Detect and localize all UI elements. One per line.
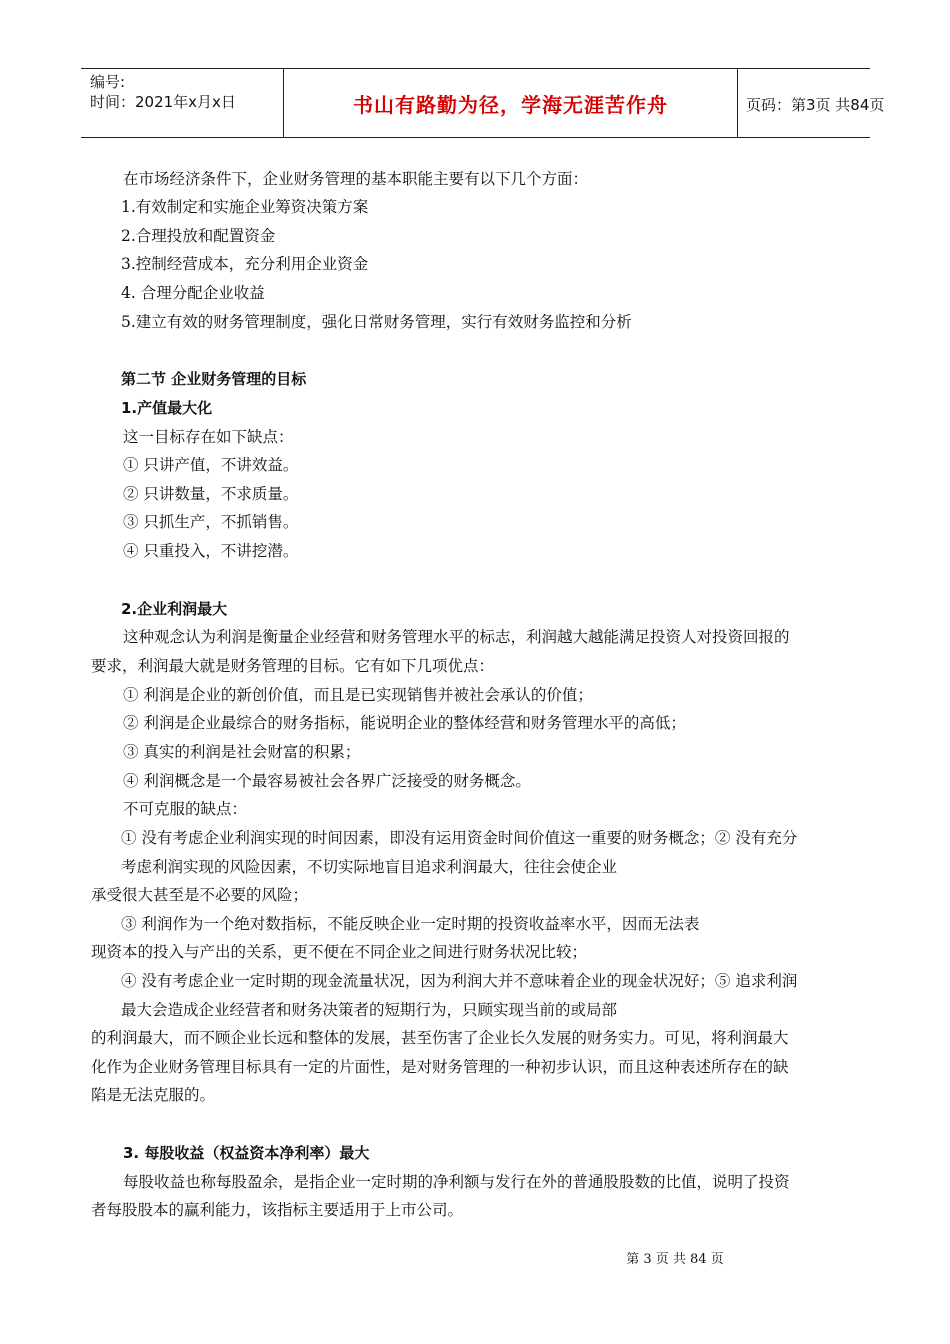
goal2-disadv-line: ③ 利润作为一个绝对数指标，不能反映企业一定时期的投资收益率水平，因而无法表 xyxy=(121,915,700,933)
goal2-title: 2.企业利润最大 xyxy=(121,600,228,618)
goal2-disadv-line: 承受很大甚至是不必要的风险； xyxy=(91,886,309,904)
section1-intro: 在市场经济条件下，企业财务管理的基本职能主要有以下几个方面： xyxy=(123,170,589,188)
goal3-title: 3. 每股收益（权益资本净利率）最大 xyxy=(123,1144,370,1162)
goal2-disadv-line: 现资本的投入与产出的关系，更不便在不同企业之间进行财务状况比较； xyxy=(91,943,588,961)
goal2-paragraph-line: 要求，利润最大就是财务管理的目标。它有如下几项优点： xyxy=(91,657,495,675)
goal2-disadv-line: ④ 没有考虑企业一定时期的现金流量状况，因为利润大并不意味着企业的现金状况好；⑤ 追求利润 xyxy=(121,972,798,990)
goal2-disadv-line: 陷是无法克服的。 xyxy=(91,1086,216,1104)
list-item: ④ 只重投入，不讲挖潜。 xyxy=(123,542,299,560)
page-header xyxy=(81,68,885,138)
goal2-paragraph-line: 这种观念认为利润是衡量企业经营和财务管理水平的标志，利润越大越能满足投资人对投资回报的 xyxy=(123,628,790,646)
goal2-disadv-line: 化作为企业财务管理目标具有一定的片面性，是对财务管理的一种初步认识，而且这种表述所存在的缺 xyxy=(91,1058,789,1076)
goal1-intro: 这一目标存在如下缺点： xyxy=(123,428,294,446)
header-motto: 书山有路勤为径，学海无涯苦作舟 xyxy=(353,93,668,117)
list-item: ④ 利润概念是一个最容易被社会各界广泛接受的财务概念。 xyxy=(123,772,531,790)
list-item: ① 利润是企业的新创价值，而且是已实现销售并被社会承认的价值； xyxy=(123,686,593,704)
goal2-disadv-intro: 不可克服的缺点： xyxy=(123,800,248,818)
goal3-paragraph-line: 每股收益也称每股盈余，是指企业一定时期的净利额与发行在外的普通股股数的比值，说明了投资 xyxy=(123,1173,790,1191)
list-item: ② 利润是企业最综合的财务指标，能说明企业的整体经营和财务管理水平的高低； xyxy=(123,714,686,732)
list-item: 1.有效制定和实施企业筹资决策方案 xyxy=(121,198,369,216)
document-number-label: 编号: xyxy=(90,73,126,91)
header-motto-cell xyxy=(284,69,738,137)
list-item: 5.建立有效的财务管理制度，强化日常财务管理，实行有效财务监控和分析 xyxy=(121,313,632,331)
goal2-disadv-line: 的利润最大，而不顾企业长远和整体的发展，甚至伤害了企业长久发展的财务实力。可见，将利润最大 xyxy=(91,1029,789,1047)
header-page-info: 页码：第3页 共84页 xyxy=(746,96,885,114)
header-meta-cell xyxy=(81,69,284,137)
goal3-paragraph-line: 者每股股本的赢利能力，该指标主要适用于上市公司。 xyxy=(91,1201,464,1219)
goal2-disadv-line: 最大会造成企业经营者和财务决策者的短期行为，只顾实现当前的或局部 xyxy=(121,1001,618,1019)
list-item: 2.合理投放和配置资金 xyxy=(121,227,276,245)
goal2-disadv-line: 考虑利润实现的风险因素，不切实际地盲目追求利润最大，往往会使企业 xyxy=(121,858,618,876)
section-heading: 第二节 企业财务管理的目标 xyxy=(121,370,307,388)
goal2-disadv-line: ① 没有考虑企业利润实现的时间因素，即没有运用资金时间价值这一重要的财务概念；② 没有充分 xyxy=(121,829,798,847)
footer-page-number: 第 3 页 共 84 页 xyxy=(626,1252,724,1267)
list-item: ② 只讲数量，不求质量。 xyxy=(123,485,299,503)
header-page-cell xyxy=(738,69,885,137)
goal1-title: 1.产值最大化 xyxy=(121,399,213,417)
list-item: ③ 真实的利润是社会财富的积累； xyxy=(123,743,361,761)
page-footer xyxy=(0,1248,950,1267)
list-item: ① 只讲产值，不讲效益。 xyxy=(123,456,299,474)
list-item: ③ 只抓生产，不抓销售。 xyxy=(123,513,299,531)
document-date-label: 时间：2021年x月x日 xyxy=(90,93,236,111)
list-item: 3.控制经营成本，充分利用企业资金 xyxy=(121,255,369,273)
list-item: 4. 合理分配企业收益 xyxy=(121,284,265,302)
